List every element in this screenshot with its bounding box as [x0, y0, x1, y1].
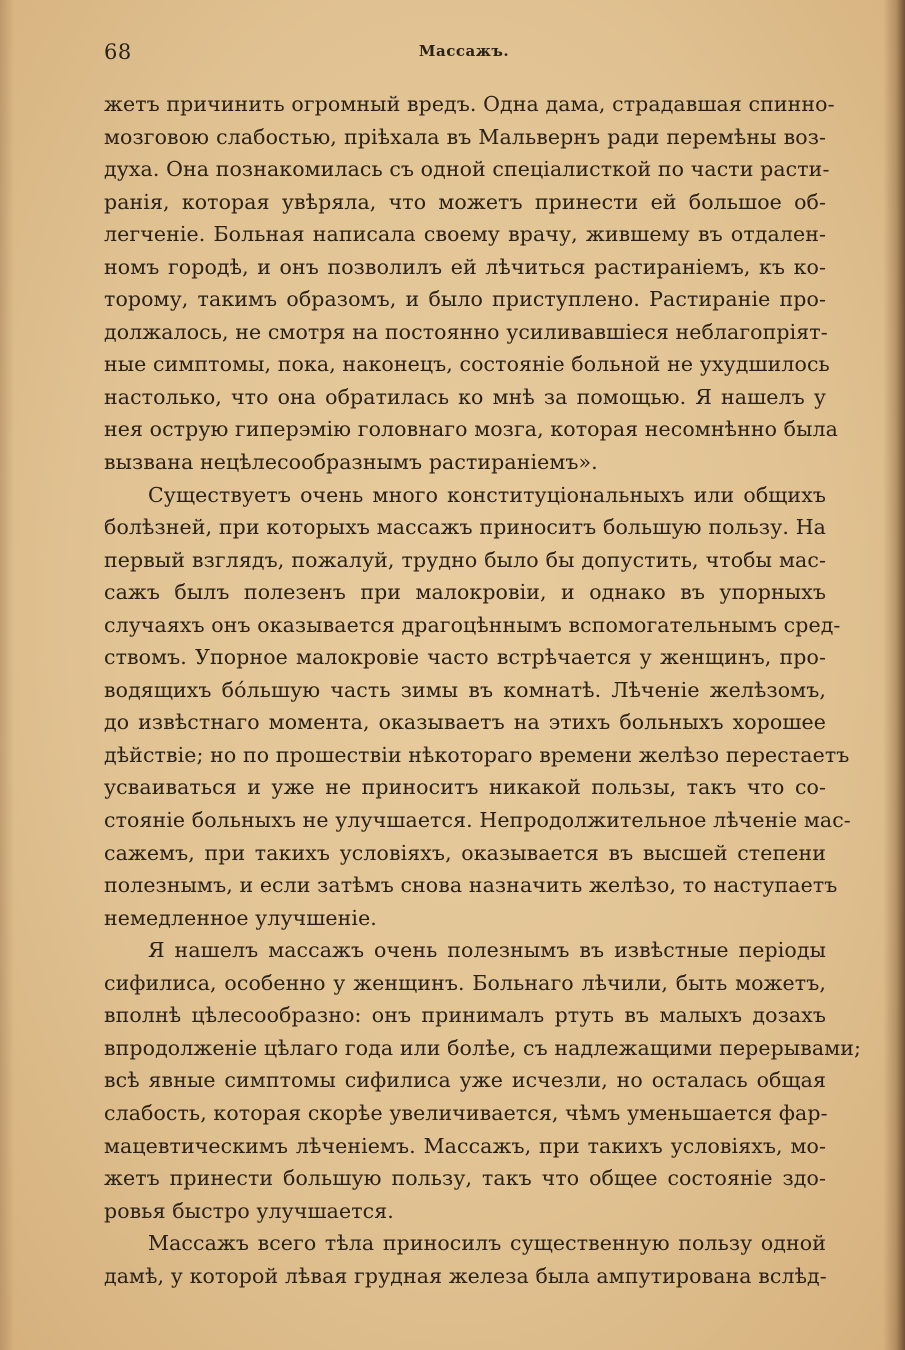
paragraph-start-line: Я нашелъ массажъ очень полезнымъ въ извѣстные періоды — [148, 938, 826, 963]
text-line: духа. Она познакомилась съ одной спеціалисткой по части расти- — [104, 157, 830, 182]
text-line: сажъ былъ полезенъ при малокровіи, и однако въ упорныхъ — [104, 580, 826, 605]
text-line: первый взглядъ, пожалуй, трудно было бы допустить, чтобы мас- — [104, 547, 826, 572]
text-line: мозговою слабостью, пріѣхала въ Мальвернъ ради перемѣны воз- — [104, 124, 826, 149]
text-line: усваиваться и уже не приноситъ никакой пользы, такъ что со- — [104, 775, 826, 800]
text-line: торому, такимъ образомъ, и было приступлено. Растираніе про- — [104, 287, 826, 312]
text-line: дамѣ, у которой лѣвая грудная железа была ампутирована вслѣд- — [104, 1263, 827, 1288]
text-line: всѣ явные симптомы сифилиса уже исчезли, но осталась общая — [104, 1068, 826, 1093]
text-line: нея острую гиперэмію головнаго мозга, которая несомнѣнно была — [104, 417, 838, 442]
text-line: стояніе больныхъ не улучшается. Непродолжительное лѣченіе мас- — [104, 808, 851, 833]
text-line: ные симптомы, пока, наконецъ, состояніе больной не ухудшилось — [104, 352, 830, 377]
text-line: впродолженіе цѣлаго года или болѣе, съ надлежащими перерывами; — [104, 1035, 862, 1060]
page-left-shadow — [0, 0, 14, 1350]
text-line: болѣзней, при которыхъ массажъ приноситъ большую пользу. На — [104, 515, 826, 540]
text-line: случаяхъ онъ оказывается драгоцѣннымъ вспомогательнымъ сред- — [104, 612, 841, 637]
text-line: ранія, которая увѣряла, что можетъ принести ей большое об- — [104, 189, 826, 214]
text-line: жетъ принести большую пользу, такъ что общее состояніе здо- — [104, 1166, 826, 1191]
text-line: вполнѣ цѣлесообразно: онъ принималъ ртуть въ малыхъ дозахъ — [104, 1003, 826, 1028]
text-line: мацевтическимъ лѣченіемъ. Массажъ, при такихъ условіяхъ, мо- — [104, 1133, 826, 1158]
text-line: полезнымъ, и если затѣмъ снова назначить желѣзо, то наступаетъ — [104, 873, 838, 898]
text-line: слабость, которая скорѣе увеличивается, чѣмъ уменьшается фар- — [104, 1100, 828, 1125]
running-head: Массажъ. — [418, 42, 510, 60]
text-line: сажемъ, при такихъ условіяхъ, оказывается въ высшей степени — [104, 840, 826, 865]
page-header — [104, 40, 824, 68]
paragraph-start-line: Массажъ всего тѣла приносилъ существенную пользу одной — [148, 1231, 826, 1256]
text-line: сифилиса, особенно у женщинъ. Больнаго лѣчили, быть можетъ, — [104, 970, 826, 995]
text-line: жетъ причинить огромный вредъ. Одна дама, страдавшая спинно- — [104, 92, 835, 116]
text-line: дѣйствіе; но по прошествіи нѣкотораго времени желѣзо перестаетъ — [104, 742, 850, 767]
text-line: до извѣстнаго момента, оказываетъ на этихъ больныхъ хорошее — [104, 710, 826, 735]
text-line: номъ городѣ, и онъ позволилъ ей лѣчиться растираніемъ, къ ко- — [104, 254, 826, 279]
text-line: вызвана нецѣлесообразнымъ растираніемъ». — [104, 450, 598, 475]
text-line: легченіе. Больная написала своему врачу, жившему въ отдален- — [104, 222, 826, 247]
body-text — [104, 88, 862, 1292]
text-line: немедленное улучшеніе. — [104, 905, 377, 930]
page-number: 68 — [104, 40, 132, 64]
text-line: водящихъ бо́льшую часть зимы въ комнатѣ. Лѣченіе желѣзомъ, — [104, 677, 826, 702]
paragraph-start-line: Существуетъ очень много конституціональныхъ или общихъ — [148, 482, 826, 507]
text-line: ровья быстро улучшается. — [104, 1198, 394, 1223]
text-line: настолько, что она обратилась ко мнѣ за помощью. Я нашелъ у — [104, 384, 826, 409]
text-line: должалось, не смотря на постоянно усиливавшіеся неблагопріят- — [104, 319, 828, 344]
page-right-edge — [883, 0, 905, 1350]
text-line: ствомъ. Упорное малокровіе часто встрѣчается у женщинъ, про- — [104, 645, 826, 670]
